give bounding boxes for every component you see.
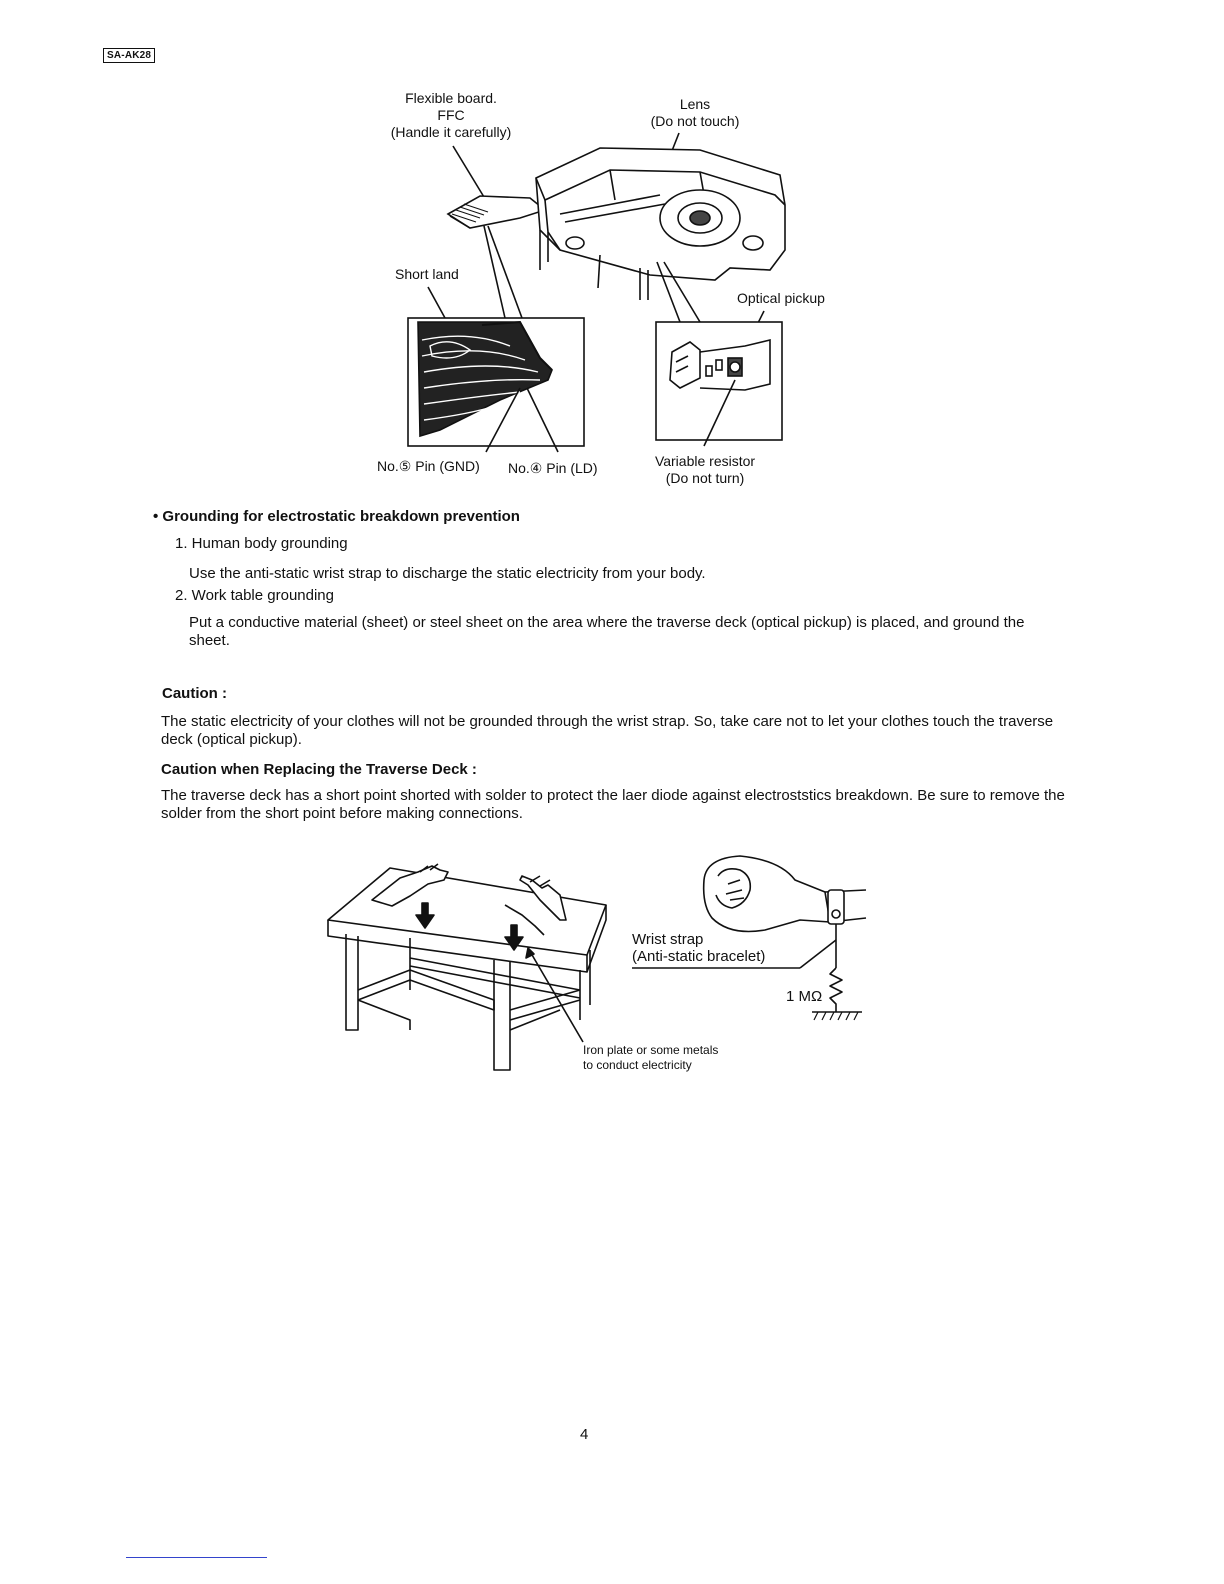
grounding-item-2-text: Put a conductive material (sheet) or steel sheet on the area where the traverse deck (optical pickup) is placed, and ground the sheet. bbox=[189, 614, 1025, 649]
pin4-label: No.④ Pin (LD) bbox=[508, 460, 598, 476]
iron-plate-label: Iron plate or some metals to conduct electricity bbox=[583, 1043, 719, 1072]
wrist-strap-label: Wrist strap (Anti-static bracelet) bbox=[632, 931, 766, 965]
pin5-label: No.⑤ Pin (GND) bbox=[377, 458, 480, 474]
grounding-heading: • Grounding for electrostatic breakdown prevention bbox=[153, 508, 520, 525]
grounding-item-2-title: 2. Work table grounding bbox=[175, 587, 334, 604]
caution-text: The static electricity of your clothes will not be grounded through the wrist strap. So, take care not to let your clothes touch the traverse deck (optical pickup). bbox=[161, 713, 1054, 748]
caution-heading: Caution : bbox=[162, 685, 227, 702]
optical-pickup-label: Optical pickup bbox=[737, 290, 825, 306]
page-number: 4 bbox=[580, 1426, 589, 1443]
caution-replace-text: The traverse deck has a short point shorted with solder to protect the laer diode against electroststics breakdown. Be sure to remove the solder from the short point before making connections. bbox=[161, 787, 1065, 822]
grounding-item-1-text: Use the anti-static wrist strap to discharge the static electricity from your body. bbox=[189, 565, 706, 582]
short-land-label: Short land bbox=[395, 266, 459, 282]
caution-replace-heading: Caution when Replacing the Traverse Deck : bbox=[161, 761, 477, 778]
model-tag: SA-AK28 bbox=[103, 48, 155, 63]
flexible-board-label: Flexible board. FFC (Handle it carefully) bbox=[390, 90, 512, 140]
lens-label: Lens (Do not touch) bbox=[650, 96, 740, 129]
footer-divider bbox=[126, 1557, 267, 1558]
variable-resistor-label: Variable resistor (Do not turn) bbox=[654, 453, 756, 486]
grounding-item-1-title: 1. Human body grounding bbox=[175, 535, 348, 552]
resistor-value-label: 1 MΩ bbox=[786, 988, 823, 1005]
